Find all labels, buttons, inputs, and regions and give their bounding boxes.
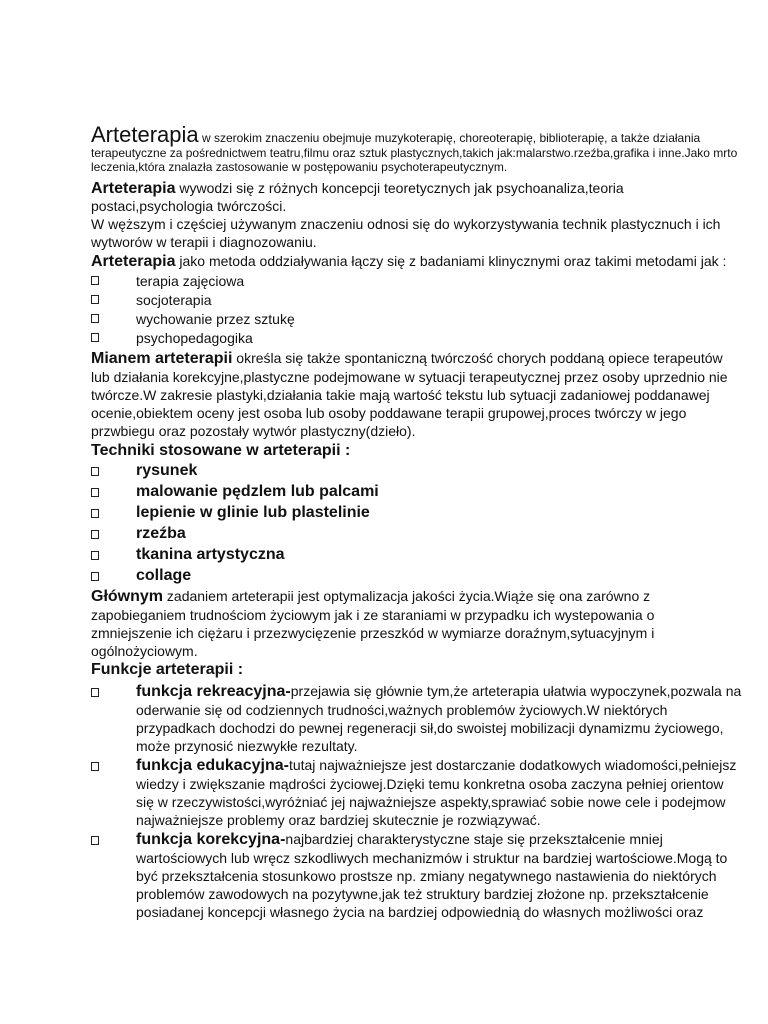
origins-text: wywodzi się z różnych koncepcji teoretycznych jak psychoanaliza,teoria xyxy=(175,180,624,196)
function-name: funkcja korekcyjna- xyxy=(136,831,286,848)
method-item: psychopedagogika xyxy=(136,330,253,346)
function-item-line: przypadkach dochodzi do pewnej regeneracji sił,do swoistej mobilizacji dynamizmu życiowego, xyxy=(136,720,724,736)
function-item-line xyxy=(136,682,741,702)
function-item-line: się w rzeczywistości,wyróżniać jej najważniejsze aspekty,sprawiać sobie nowe cele i podejmow xyxy=(136,794,726,810)
goal-line-1 xyxy=(91,587,650,607)
goal-line-2: zapobieganiem trudnościom życiowym jak i ze staraniami w przypadku ich wystepowania o xyxy=(91,607,655,623)
intro-title: Arteterapia xyxy=(91,122,199,147)
techniques-heading: Techniki stosowane w arteterapii : xyxy=(91,442,351,459)
intro-line-2: terapeutyczne za pośrednictwem teatru,filmu oraz sztuk plastycznych,takich jak:malarstwo.rzeźba,grafika i inne.Jako mrto xyxy=(91,146,738,160)
intro-text: w szerokim znaczeniu obejmuje muzykoterapię, choreoterapię, biblioterapię, a także działania xyxy=(198,131,701,145)
checkbox-bullet-icon xyxy=(91,295,99,304)
method-text: jako metoda oddziaływania łączy się z badaniami klinycznymi oraz takimi metodami jak : xyxy=(175,253,727,269)
method-line-1 xyxy=(91,252,726,272)
function-text: tutaj najważniejsze jest dostarczanie dodatkowych wiadomości,pełniejsz xyxy=(288,757,737,773)
function-item-line xyxy=(136,830,663,850)
checkbox-bullet-icon xyxy=(91,276,99,285)
checkbox-bullet-icon xyxy=(91,488,99,497)
checkbox-bullet-icon xyxy=(91,551,99,560)
checkbox-bullet-icon xyxy=(91,836,99,845)
miano-line-2: lub działania korekcyjne,plastyczne podejmowane w sytuacji terapeutycznej przez osoby uprzednio nie xyxy=(91,369,728,385)
function-text: przejawia się głównie tym,że arteterapia ułatwia wypoczynek,pozwala na xyxy=(290,683,742,699)
technique-item: collage xyxy=(136,567,192,584)
function-item-line: może przynosić niezwykłe rezultaty. xyxy=(136,738,358,754)
narrow-line-2: wytworów w terapii i diagnozowaniu. xyxy=(91,234,317,250)
checkbox-bullet-icon xyxy=(91,314,99,323)
function-item-line: najważniejsze problemy oraz bardziej skutecznie je rozwiązywać. xyxy=(136,812,541,828)
goal-term: Głównym xyxy=(91,588,164,605)
checkbox-bullet-icon xyxy=(91,333,99,342)
function-item-line: wiedzy i zwiększanie mądrości życiowej.Dzięki temu konkretna osoba zaczyna pełniej orientow xyxy=(136,776,724,792)
method-item: wychowanie przez sztukę xyxy=(136,311,295,327)
miano-line-3: twórcze.W zakresie plastyki,działania takie mają wartość tekstu lub sytuacji zadaniowej poddanawej xyxy=(91,387,710,403)
function-item-line: problemów zawodowych na pozytywne,jak też struktury bardziej złożone np. przekształcenie xyxy=(136,886,709,902)
miano-line-4: ocenie,obiektem oceny jest osoba lub osoby poddawane terapii grupowej,proces twórczy w jego xyxy=(91,405,687,421)
technique-item: rzeźba xyxy=(136,525,186,542)
narrow-line-1: W węższym i częściej używanym znaczeniu odnosi się do wykorzystywania technik plastycznuch i ich xyxy=(91,216,721,232)
checkbox-bullet-icon xyxy=(91,509,99,518)
goal-text: zadaniem arteterapii jest optymalizacja jakości życia.Wiąże się ona zarówno z xyxy=(163,588,651,604)
function-name: funkcja edukacyjna- xyxy=(136,757,289,774)
checkbox-bullet-icon xyxy=(91,762,99,771)
function-item-line xyxy=(136,756,736,776)
intro-first-line xyxy=(91,122,700,148)
function-name: funkcja rekreacyjna- xyxy=(136,683,291,700)
goal-line-4: ogólnożyciowym. xyxy=(91,643,198,659)
checkbox-bullet-icon xyxy=(91,688,99,697)
function-item-line: oderwanie się od codziennych trudności,ważnych problemów życiowych.W niektórych xyxy=(136,702,668,718)
technique-item: rysunek xyxy=(136,462,198,479)
miano-line-1 xyxy=(91,349,723,369)
method-item: socjoterapia xyxy=(136,292,212,308)
origins-line-1 xyxy=(91,179,624,199)
origins-term: Arteterapia xyxy=(91,180,176,197)
function-item-line: wartościowych lub wręcz szkodliwych mechanizmów i struktur na bardziej wartościowe.Mogą to xyxy=(136,850,728,866)
miano-term: Mianem arteterapii xyxy=(91,350,233,367)
function-text: najbardziej charakterystyczne staje się przekształcenie mniej xyxy=(285,831,663,847)
method-term: Arteterapia xyxy=(91,253,176,270)
goal-line-3: zmniejszenie ich ciężaru i przezwycięzenie przeszkód w wymiarze doraźnym,sytuacyjnym i xyxy=(91,625,655,641)
miano-text: określa się także spontaniczną twórczość chorych poddaną opiece terapeutów xyxy=(232,350,723,366)
function-item-line: posiadanej koncepcji własnego życia na bardziej odpowiednią do własnych możliwości oraz xyxy=(136,904,704,920)
function-item-line: być przekształcenia stosunkowo prostsze np. zmiany negatywnego nastawienia do niektórych xyxy=(136,868,717,884)
technique-item: malowanie pędzlem lub palcami xyxy=(136,483,379,500)
checkbox-bullet-icon xyxy=(91,572,99,581)
functions-heading: Funkcje arteterapii : xyxy=(91,661,244,678)
checkbox-bullet-icon xyxy=(91,467,99,476)
technique-item: tkanina artystyczna xyxy=(136,546,285,563)
technique-item: lepienie w glinie lub plastelinie xyxy=(136,504,370,521)
method-item: terapia zajęciowa xyxy=(136,273,245,289)
miano-line-5: przwbiegu oraz pozostały wytwór plastyczny(dzieło). xyxy=(91,423,416,439)
checkbox-bullet-icon xyxy=(91,530,99,539)
origins-line-2: postaci,psychologia twórczości. xyxy=(91,198,287,214)
intro-line-3: leczenia,która znalazła zastosowanie w postępowaniu psychoterapeutycznym. xyxy=(91,160,508,174)
